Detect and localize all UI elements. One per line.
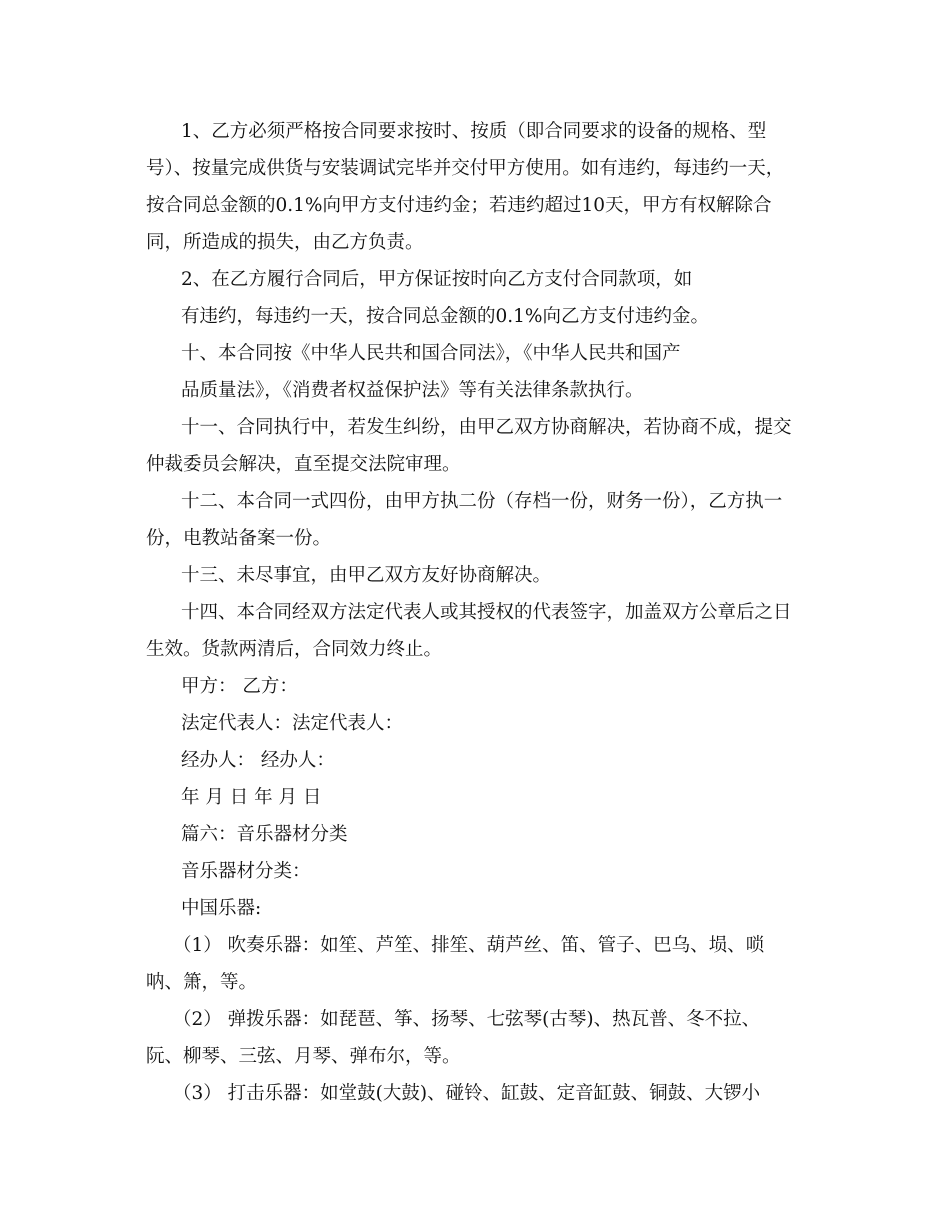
section-heading: 篇六：音乐器材分类	[181, 824, 348, 845]
list-item-line: （3） 打击乐器：如堂鼓(大鼓)、碰铃、缸鼓、定音缸鼓、铜鼓、大锣小	[173, 1083, 761, 1104]
paragraph-line: 仲裁委员会解决，直至提交法院审理。	[146, 454, 461, 475]
paragraph-line: 1、乙方必须严格按合同要求按时、按质（即合同要求的设备的规格、型	[181, 121, 767, 142]
list-item-line: 呐、箫，等。	[146, 972, 258, 993]
paragraph-line: 中国乐器:	[181, 898, 262, 919]
paragraph-line: 品质量法》，《消费者权益保护法》等有关法律条款执行。	[181, 380, 644, 401]
signature-line: 法定代表人：法定代表人：	[181, 713, 404, 734]
paragraph-line: 音乐器材分类：	[181, 861, 311, 882]
paragraph-line: 份，电教站备案一份。	[146, 528, 332, 549]
date-line: 年 月 日 年 月 日	[181, 787, 322, 808]
list-item-line: （2） 弹拨乐器：如琵琶、筝、扬琴、七弦琴(古琴)、热瓦普、冬不拉、	[173, 1009, 761, 1030]
paragraph-line: 生效。货款两清后，合同效力终止。	[146, 639, 443, 660]
signature-line: 甲方： 乙方：	[181, 676, 298, 697]
list-item-line: 阮、柳琴、三弦、月琴、弹布尔，等。	[146, 1046, 461, 1067]
paragraph-line: 十二、本合同一式四份，由甲方执二份（存档一份，财务一份），乙方执一	[181, 491, 783, 512]
paragraph-line: 十一、合同执行中，若发生纠纷，由甲乙双方协商解决，若协商不成，提交	[181, 417, 792, 438]
paragraph-line: 号）、按量完成供货与安装调试完毕并交付甲方使用。如有违约，每违约一天，	[146, 158, 785, 179]
paragraph-line: 同，所造成的损失，由乙方负责。	[146, 232, 424, 253]
list-item-line: （1） 吹奏乐器：如笙、芦笙、排笙、葫芦丝、笛、管子、巴乌、埙、唢	[173, 935, 765, 956]
signature-line: 经办人： 经办人：	[181, 750, 335, 771]
paragraph-line: 2、在乙方履行合同后，甲方保证按时向乙方支付合同款项，如	[181, 269, 693, 290]
paragraph-line: 十四、本合同经双方法定代表人或其授权的代表签字，加盖双方公章后之日	[181, 602, 792, 623]
paragraph-line: 按合同总金额的0.1%向甲方支付违约金；若违约超过10天，甲方有权解除合	[146, 195, 772, 216]
paragraph-line: 有违约，每违约一天，按合同总金额的0.1%向乙方支付违约金。	[181, 306, 710, 327]
paragraph-line: 十、本合同按《中华人民共和国合同法》，《中华人民共和国产	[181, 343, 681, 364]
paragraph-line: 十三、未尽事宜，由甲乙双方友好协商解决。	[181, 565, 552, 586]
